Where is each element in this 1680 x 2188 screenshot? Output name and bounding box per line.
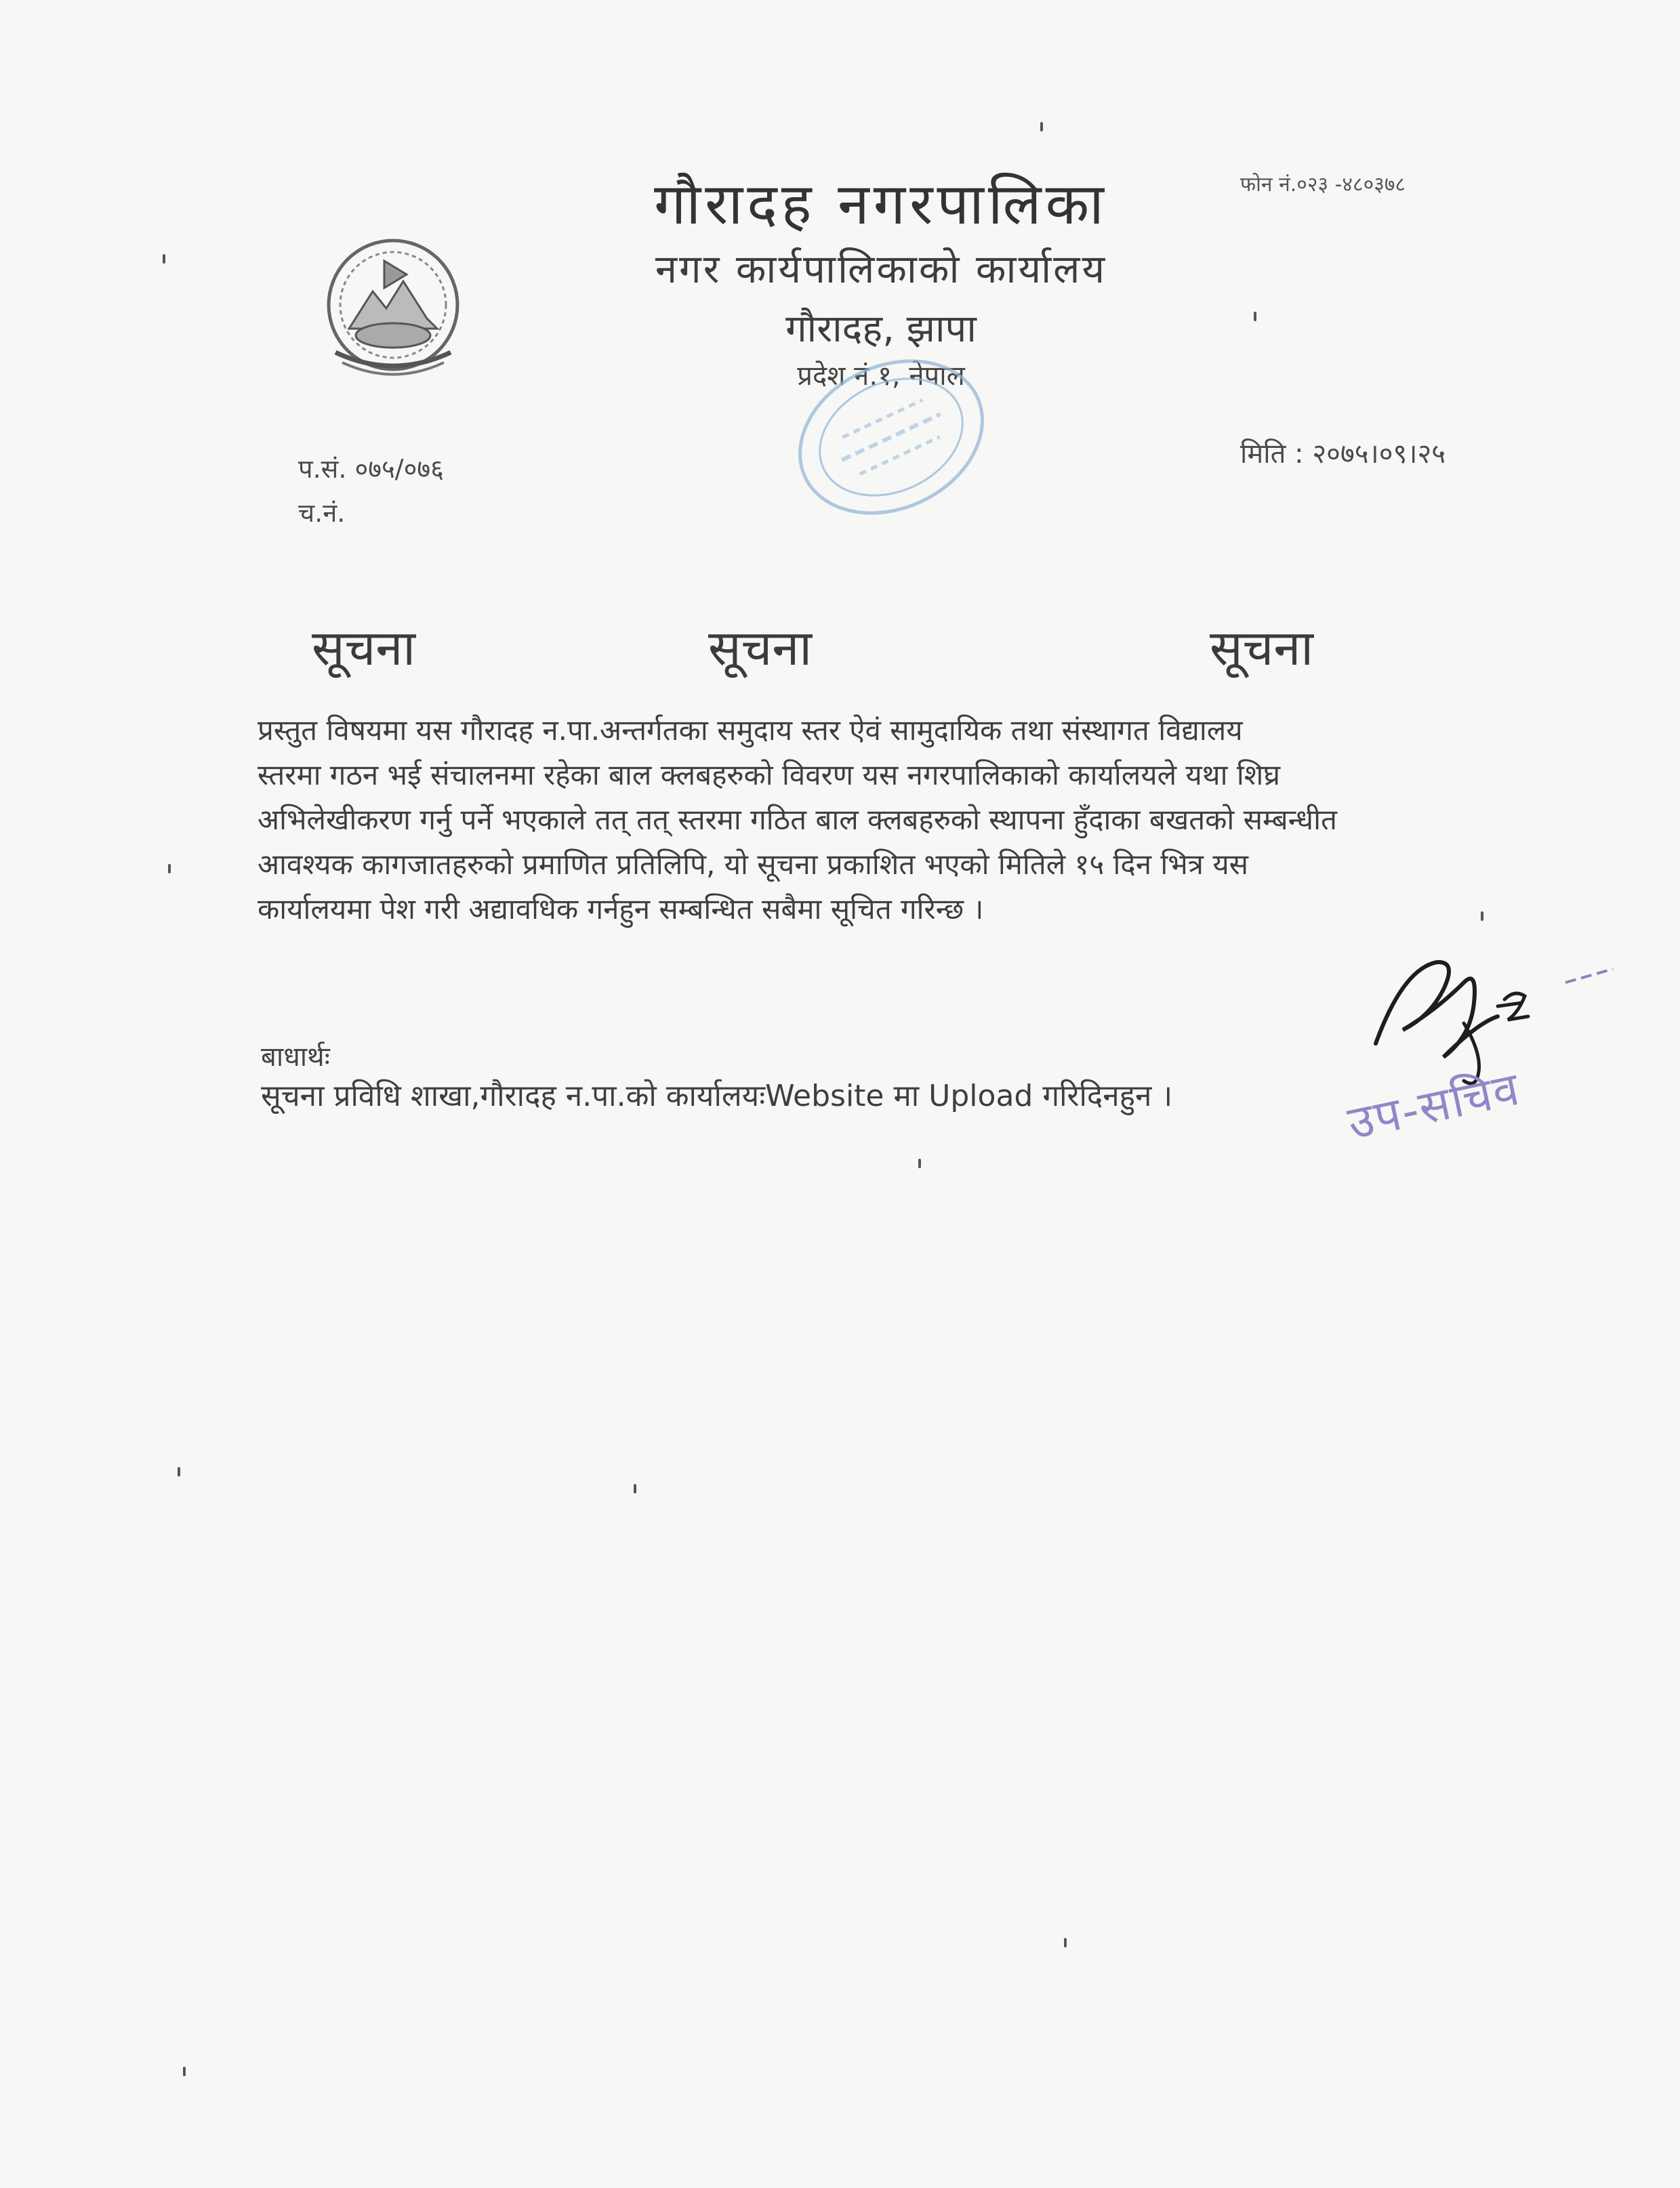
scan-speck xyxy=(168,864,171,873)
cc-instruction: सूचना प्रविधि शाखा,गौरादह न.पा.को कार्यालयःWebsite मा Upload गरिदिनहुन । xyxy=(261,1079,1173,1113)
office-address-province: प्रदेश नं.१, नेपाल xyxy=(797,360,965,392)
office-subtitle: नगर कार्यपालिकाको कार्यालय xyxy=(655,246,1107,292)
dispatch-number: च.नं. xyxy=(298,498,346,528)
notice-body xyxy=(258,708,1572,932)
scan-speck xyxy=(1254,312,1256,321)
office-address-district: गौरादह, झापा xyxy=(785,307,977,351)
body-line: अभिलेखीकरण गर्नु पर्ने भएकाले तत् तत् स्तरमा गठित बाल क्लबहरुको स्थापना हुँदाका बखतको सम्बन्धीत xyxy=(258,803,1337,836)
scan-speck xyxy=(1481,911,1483,921)
letter-reference-number: प.सं. ०७५/०७६ xyxy=(298,454,444,484)
scan-speck xyxy=(178,1467,180,1477)
nepal-emblem-logo xyxy=(308,234,478,383)
notice-heading: सूचना xyxy=(1210,619,1314,676)
scan-speck xyxy=(1040,122,1043,131)
deputy-secretary-stamp: उप-सचिव xyxy=(1343,1062,1525,1151)
notice-heading: सूचना xyxy=(312,619,416,676)
scan-speck xyxy=(183,2067,186,2076)
phone-number: फोन नं.०२३ -४८०३७८ xyxy=(1240,173,1406,197)
municipality-title: गौरादह नगरपालिका xyxy=(654,171,1108,237)
scan-speck xyxy=(1064,1938,1067,1947)
cc-label: बाधार्थः xyxy=(261,1041,330,1073)
body-line: कार्यालयमा पेश गरी अद्यावधिक गर्नहुन सम्बन्धित सबैमा सूचित गरिन्छ । xyxy=(258,892,984,926)
scan-speck xyxy=(918,1159,921,1168)
body-line: प्रस्तुत विषयमा यस गौरादह न.पा.अन्तर्गतका समुदाय स्तर ऐवं सामुदायिक तथा संस्थागत विद्यालय xyxy=(258,714,1243,747)
body-line: स्तरमा गठन भई संचालनमा रहेका बाल क्लबहरुको विवरण यस नगरपालिकाको कार्यालयले यथा शिघ्र xyxy=(258,758,1281,791)
body-line: आवश्यक कागजातहरुको प्रमाणित प्रतिलिपि, यो सूचना प्रकाशित भएको मितिले १५ दिन भित्र यस xyxy=(258,848,1249,881)
office-round-stamp xyxy=(756,356,1027,518)
scan-speck xyxy=(163,254,165,264)
letter-date: मिति : २०७५।०९।२५ xyxy=(1240,438,1446,470)
scan-speck xyxy=(634,1484,636,1493)
notice-heading: सूचना xyxy=(708,619,813,676)
